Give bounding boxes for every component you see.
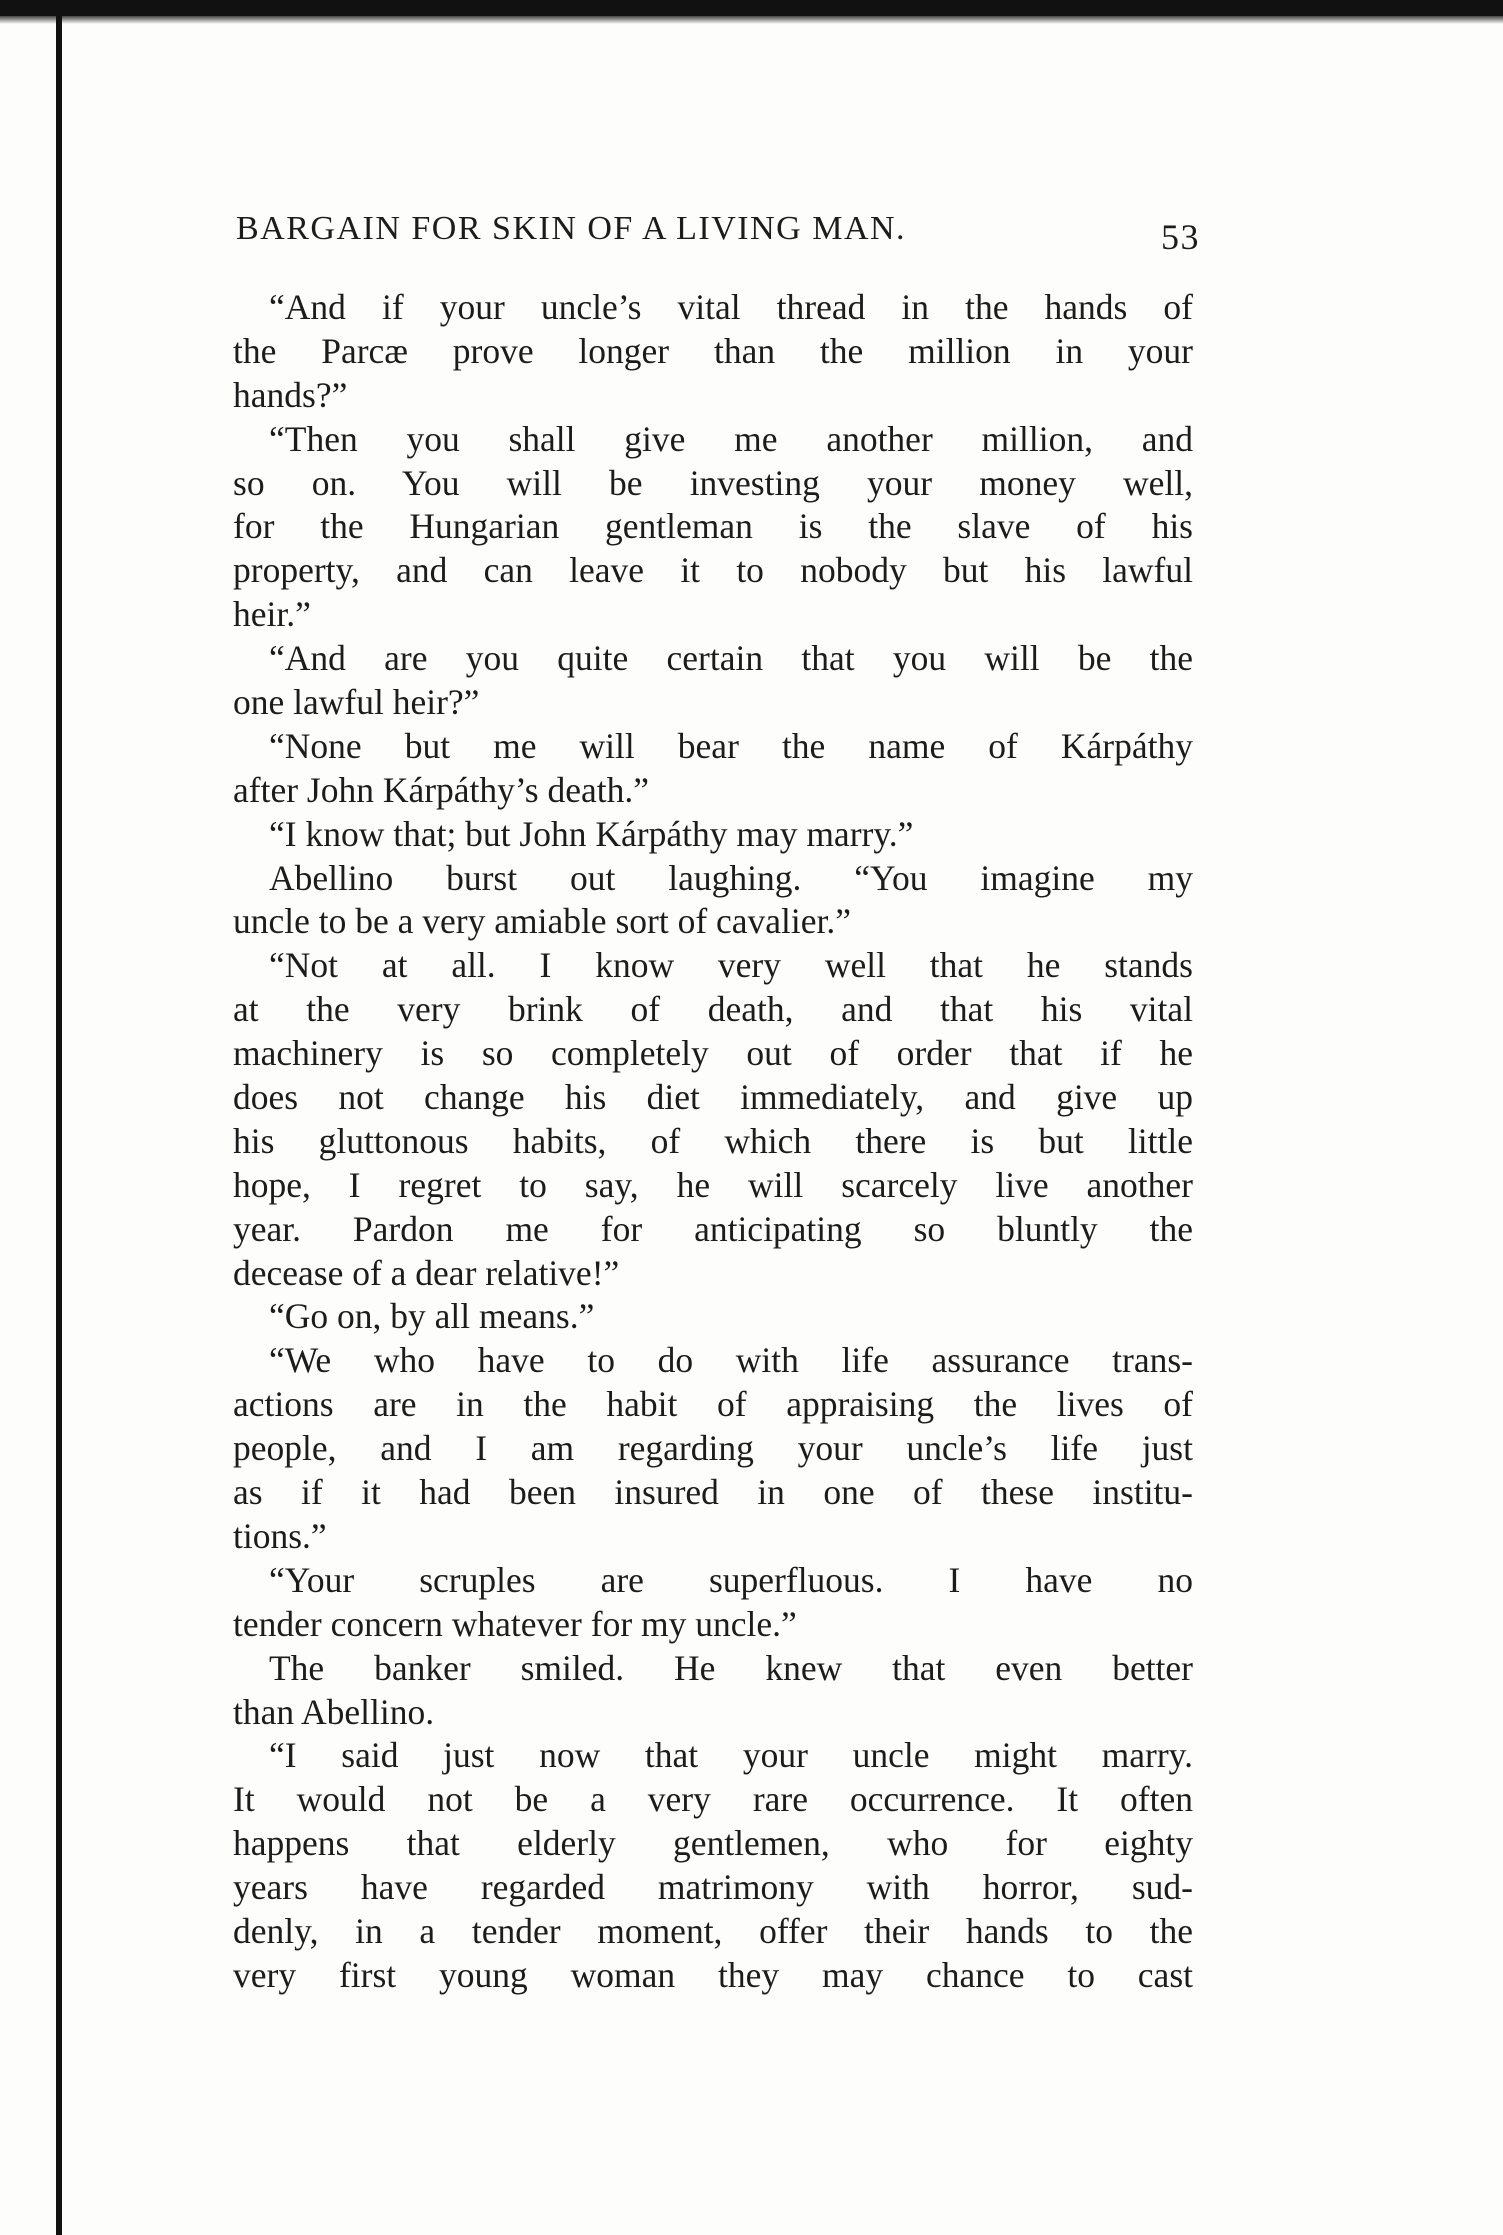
running-head-title: BARGAIN FOR SKIN OF A LIVING MAN. [236,210,907,247]
text-line: at the very brink of death, and that his vital [233,989,1193,1030]
text-line: does not change his diet immediately, and give up [233,1077,1193,1118]
text-line: “I said just now that your uncle might marry. [269,1735,1193,1776]
text-line: so on. You will be investing your money well, [233,462,1193,503]
text-line: The banker smiled. He knew that even better [269,1647,1193,1688]
text-line: “Not at all. I know very well that he stands [269,945,1193,986]
text-line: “Your scruples are superfluous. I have no [269,1559,1193,1600]
text-line: “None but me will bear the name of Kárpáthy [269,725,1193,766]
scan-edge-left [56,0,62,2235]
text-line: actions are in the habit of appraising the lives of [233,1384,1193,1425]
text-line: hands?” [233,374,348,415]
text-line: “I know that; but John Kárpáthy may marry.” [269,813,914,854]
text-line: the Parcæ prove longer than the million in your [233,330,1193,371]
text-line: denly, in a tender moment, offer their hands to the [233,1910,1193,1951]
text-line: tender concern whatever for my uncle.” [233,1603,797,1644]
text-line: hope, I regret to say, he will scarcely live another [233,1164,1193,1205]
text-line: “Then you shall give me another million, and [269,418,1193,459]
text-line: decease of a dear relative!” [233,1252,620,1293]
text-line: “We who have to do with life assurance trans- [269,1340,1193,1381]
text-line: than Abellino. [233,1691,435,1732]
text-line: tions.” [233,1515,327,1556]
text-line: property, and can leave it to nobody but his lawful [233,550,1193,591]
body-text [233,285,1193,1997]
text-line: uncle to be a very amiable sort of cavalier.” [233,901,852,942]
text-line: as if it had been insured in one of these institu- [233,1472,1193,1513]
text-line: happens that elderly gentlemen, who for eighty [233,1823,1193,1864]
text-line: “And if your uncle’s vital thread in the hands of [269,287,1193,327]
text-line: heir.” [233,594,311,635]
text-line: years have regarded matrimony with horror, sud- [233,1867,1193,1908]
text-line: “And are you quite certain that you will be the [269,638,1193,679]
text-line: Abellino burst out laughing. “You imagine my [269,857,1193,898]
text-line: people, and I am regarding your uncle’s life just [233,1428,1193,1469]
text-line: very first young woman they may chance to cast [233,1954,1193,1995]
running-head [236,210,1200,266]
text-line: his gluttonous habits, of which there is but little [233,1120,1193,1161]
text-line: year. Pardon me for anticipating so bluntly the [233,1208,1193,1249]
text-line: after John Kárpáthy’s death.” [233,769,649,810]
text-line: one lawful heir?” [233,682,480,723]
text-line: for the Hungarian gentleman is the slave of his [233,506,1193,547]
text-line: machinery is so completely out of order that if he [233,1033,1193,1074]
text-line: It would not be a very rare occurrence. It often [233,1779,1193,1820]
text-line: “Go on, by all means.” [269,1296,595,1337]
page-number: 53 [1161,217,1200,257]
scan-edge-top [0,0,1503,16]
